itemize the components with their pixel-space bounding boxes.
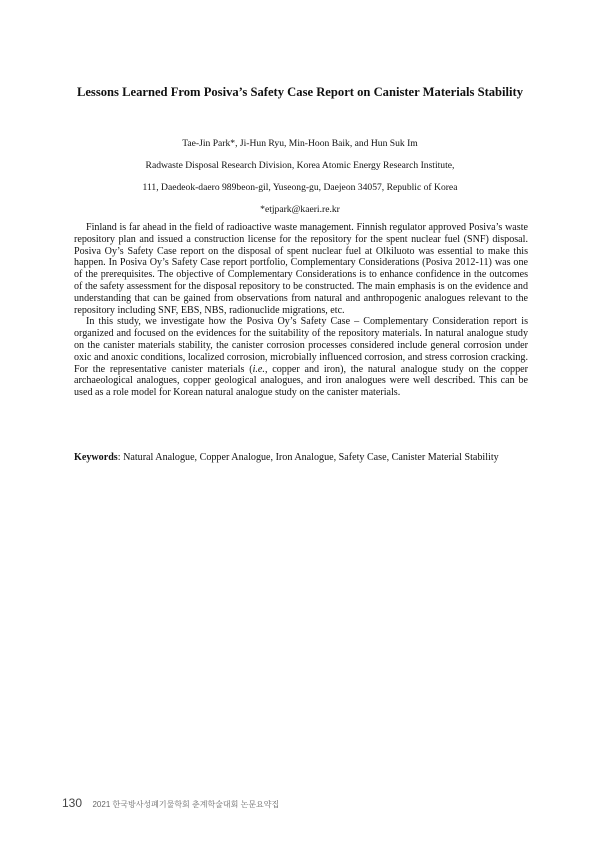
abstract-paragraph-2-part-a: In this study, we investigate how the Posiva Oy’s Safety Case – Complementary Consideration report is organized and focused on the evidences for the suitability of the repository materials. In natural analogue study on the canister materials stability, the canister corrosion processes considered include general corrosion under oxic and anoxic conditions, localized corrosion, microbially influenced corrosion, and stress corrosion cracking. For the representative canister materials (: [74, 316, 528, 375]
affiliation-line-1: Radwaste Disposal Research Division, Korea Atomic Energy Research Institute,: [145, 160, 455, 171]
abstract-paragraph-2: [74, 316, 528, 399]
abstract: [74, 222, 528, 399]
abstract-ie-italic: i.e.: [252, 363, 265, 375]
abstract-paragraph-2-part-b: , copper and iron), the natural analogue study on the copper archaeological analogues, copper geological analogues, and iron analogues were well described. This can be used as a role model for Korean natural analogue study on the canister materials.: [74, 363, 528, 399]
affiliation-line-2: 111, Daedeok-daero 989beon-gil, Yuseong-gu, Daejeon 34057, Republic of Korea: [142, 182, 458, 193]
abstract-paragraph-1: Finland is far ahead in the field of radioactive waste management. Finnish regulator approved Posiva’s waste repository plan and issued a construction license for the repository for the spent nuclear fuel (SNF) disposal. Posiva Oy’s Safety Case report on the disposal of spent nuclear fuel at Olkiluoto was essential to make this happen. In Posiva Oy’s Safety Case report portfolio, Complementary Considerations (Posiva 2012-11) was one of the prerequisites. The objective of Complementary Considerations is to enhance confidence in the outcomes of the safety assessment for the disposal repository to be constructed. The main emphasis is on the evidence and understanding that can be gained from observations from natural and anthropogenic analogues relevant to the repository including SNF, EBS, NBS, radionuclide migrations, etc.: [74, 222, 528, 316]
page-number: 130: [62, 796, 83, 810]
keywords-label: Keywords: [74, 452, 118, 463]
page-footer: [62, 794, 279, 812]
paper-title: Lessons Learned From Posiva’s Safety Case Report on Canister Materials Stability: [76, 85, 524, 99]
keywords: [74, 452, 528, 464]
author-block: [72, 133, 528, 221]
proceedings-title: 2021 한국방사성폐기물학회 춘계학술대회 논문요약집: [92, 800, 280, 809]
author-list: Tae-Jin Park*, Ji-Hun Ryu, Min-Hoon Baik, and Hun Suk Im: [182, 138, 418, 149]
keywords-text: : Natural Analogue, Copper Analogue, Iron Analogue, Safety Case, Canister Material Stability: [117, 452, 499, 463]
corresponding-email: *etjpark@kaeri.re.kr: [260, 204, 340, 215]
